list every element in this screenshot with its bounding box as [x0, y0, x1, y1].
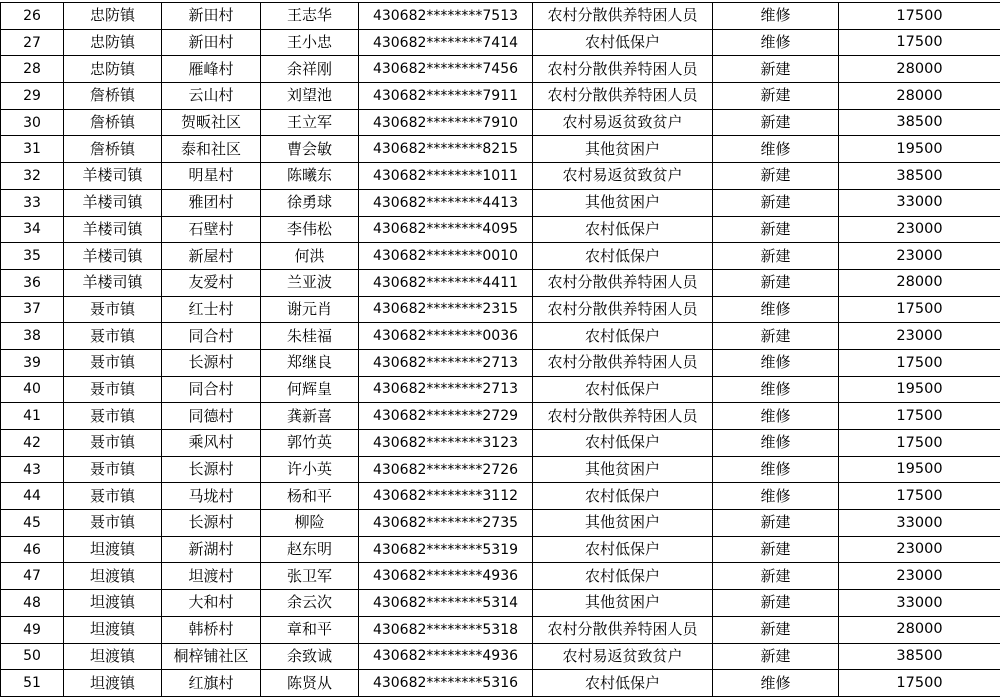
name-cell: 陈贤从: [261, 670, 359, 697]
id-number-cell: 430682********2713: [359, 349, 533, 376]
category-cell: 农村低保户: [533, 536, 713, 563]
category-cell: 农村低保户: [533, 323, 713, 350]
village-cell: 马垅村: [162, 483, 261, 510]
id-number-cell: 430682********5318: [359, 616, 533, 643]
subsidy-amount-cell: 28000: [839, 269, 1000, 296]
village-cell: 红旗村: [162, 670, 261, 697]
town-cell: 詹桥镇: [64, 83, 162, 110]
village-cell: 长源村: [162, 510, 261, 537]
category-cell: 农村低保户: [533, 243, 713, 270]
table-body: [1, 3, 1000, 697]
name-cell: 余祥刚: [261, 56, 359, 83]
project-type-cell: 新建: [713, 536, 839, 563]
name-cell: 余云次: [261, 590, 359, 617]
id-number-cell: 430682********4411: [359, 269, 533, 296]
village-cell: 桐梓铺社区: [162, 643, 261, 670]
table-row: [1, 243, 1000, 270]
row-number-cell: 42: [1, 430, 64, 457]
id-number-cell: 430682********0010: [359, 243, 533, 270]
subsidy-amount-cell: 28000: [839, 56, 1000, 83]
row-number-cell: 50: [1, 643, 64, 670]
category-cell: 农村分散供养特困人员: [533, 616, 713, 643]
id-number-cell: 430682********8215: [359, 136, 533, 163]
id-number-cell: 430682********5314: [359, 590, 533, 617]
category-cell: 农村分散供养特困人员: [533, 296, 713, 323]
project-type-cell: 维修: [713, 670, 839, 697]
row-number-cell: 40: [1, 376, 64, 403]
category-cell: 农村易返贫致贫户: [533, 643, 713, 670]
table-row: [1, 536, 1000, 563]
category-cell: 农村分散供养特困人员: [533, 3, 713, 30]
row-number-cell: 48: [1, 590, 64, 617]
row-number-cell: 31: [1, 136, 64, 163]
village-cell: 新田村: [162, 29, 261, 56]
town-cell: 坦渡镇: [64, 563, 162, 590]
project-type-cell: 维修: [713, 403, 839, 430]
project-type-cell: 维修: [713, 349, 839, 376]
table-row: [1, 430, 1000, 457]
name-cell: 曹会敏: [261, 136, 359, 163]
village-cell: 友爱村: [162, 269, 261, 296]
subsidy-amount-cell: 17500: [839, 29, 1000, 56]
subsidy-amount-cell: 17500: [839, 3, 1000, 30]
row-number-cell: 47: [1, 563, 64, 590]
subsidy-amount-cell: 23000: [839, 243, 1000, 270]
category-cell: 农村低保户: [533, 483, 713, 510]
table-row: [1, 29, 1000, 56]
village-cell: 坦渡村: [162, 563, 261, 590]
id-number-cell: 430682********4413: [359, 189, 533, 216]
table-row: [1, 296, 1000, 323]
project-type-cell: 新建: [713, 323, 839, 350]
town-cell: 聂市镇: [64, 483, 162, 510]
project-type-cell: 维修: [713, 3, 839, 30]
row-number-cell: 51: [1, 670, 64, 697]
project-type-cell: 新建: [713, 109, 839, 136]
town-cell: 聂市镇: [64, 349, 162, 376]
name-cell: 陈曦东: [261, 163, 359, 190]
id-number-cell: 430682********4095: [359, 216, 533, 243]
name-cell: 王立军: [261, 109, 359, 136]
name-cell: 何洪: [261, 243, 359, 270]
table-row: [1, 483, 1000, 510]
project-type-cell: 新建: [713, 643, 839, 670]
row-number-cell: 35: [1, 243, 64, 270]
town-cell: 羊楼司镇: [64, 269, 162, 296]
town-cell: 聂市镇: [64, 376, 162, 403]
subsidy-amount-cell: 28000: [839, 616, 1000, 643]
id-number-cell: 430682********3123: [359, 430, 533, 457]
table-row: [1, 323, 1000, 350]
village-cell: 明星村: [162, 163, 261, 190]
table-row: [1, 216, 1000, 243]
table-row: [1, 456, 1000, 483]
village-cell: 长源村: [162, 456, 261, 483]
village-cell: 新湖村: [162, 536, 261, 563]
name-cell: 刘望池: [261, 83, 359, 110]
village-cell: 同合村: [162, 323, 261, 350]
subsidy-amount-cell: 17500: [839, 403, 1000, 430]
project-type-cell: 新建: [713, 83, 839, 110]
id-number-cell: 430682********5319: [359, 536, 533, 563]
name-cell: 龚新喜: [261, 403, 359, 430]
category-cell: 其他贫困户: [533, 136, 713, 163]
table-row: [1, 56, 1000, 83]
name-cell: 柳险: [261, 510, 359, 537]
project-type-cell: 新建: [713, 590, 839, 617]
town-cell: 坦渡镇: [64, 616, 162, 643]
town-cell: 羊楼司镇: [64, 163, 162, 190]
project-type-cell: 维修: [713, 296, 839, 323]
row-number-cell: 39: [1, 349, 64, 376]
id-number-cell: 430682********7414: [359, 29, 533, 56]
category-cell: 其他贫困户: [533, 456, 713, 483]
village-cell: 石壁村: [162, 216, 261, 243]
category-cell: 农村分散供养特困人员: [533, 56, 713, 83]
village-cell: 雅团村: [162, 189, 261, 216]
town-cell: 忠防镇: [64, 29, 162, 56]
subsidy-amount-cell: 17500: [839, 430, 1000, 457]
village-cell: 同合村: [162, 376, 261, 403]
subsidy-amount-cell: 17500: [839, 670, 1000, 697]
village-cell: 泰和社区: [162, 136, 261, 163]
project-type-cell: 维修: [713, 376, 839, 403]
row-number-cell: 41: [1, 403, 64, 430]
town-cell: 忠防镇: [64, 3, 162, 30]
table-row: [1, 590, 1000, 617]
id-number-cell: 430682********1011: [359, 163, 533, 190]
project-type-cell: 新建: [713, 189, 839, 216]
subsidy-amount-cell: 17500: [839, 349, 1000, 376]
row-number-cell: 46: [1, 536, 64, 563]
row-number-cell: 38: [1, 323, 64, 350]
category-cell: 农村低保户: [533, 376, 713, 403]
row-number-cell: 34: [1, 216, 64, 243]
town-cell: 詹桥镇: [64, 136, 162, 163]
subsidy-amount-cell: 19500: [839, 456, 1000, 483]
subsidy-amount-cell: 23000: [839, 216, 1000, 243]
village-cell: 韩桥村: [162, 616, 261, 643]
name-cell: 何辉皇: [261, 376, 359, 403]
village-cell: 乘风村: [162, 430, 261, 457]
table-row: [1, 643, 1000, 670]
town-cell: 坦渡镇: [64, 536, 162, 563]
row-number-cell: 30: [1, 109, 64, 136]
name-cell: 郑继良: [261, 349, 359, 376]
project-type-cell: 新建: [713, 616, 839, 643]
table-row: [1, 3, 1000, 30]
row-number-cell: 44: [1, 483, 64, 510]
subsidy-amount-cell: 23000: [839, 323, 1000, 350]
name-cell: 郭竹英: [261, 430, 359, 457]
category-cell: 其他贫困户: [533, 590, 713, 617]
town-cell: 坦渡镇: [64, 590, 162, 617]
subsidy-amount-cell: 33000: [839, 510, 1000, 537]
id-number-cell: 430682********7513: [359, 3, 533, 30]
subsidy-amount-cell: 23000: [839, 563, 1000, 590]
town-cell: 聂市镇: [64, 403, 162, 430]
project-type-cell: 新建: [713, 563, 839, 590]
id-number-cell: 430682********2729: [359, 403, 533, 430]
project-type-cell: 新建: [713, 243, 839, 270]
table-row: [1, 670, 1000, 697]
row-number-cell: 36: [1, 269, 64, 296]
id-number-cell: 430682********2315: [359, 296, 533, 323]
town-cell: 羊楼司镇: [64, 243, 162, 270]
id-number-cell: 430682********3112: [359, 483, 533, 510]
name-cell: 李伟松: [261, 216, 359, 243]
table-row: [1, 376, 1000, 403]
project-type-cell: 维修: [713, 483, 839, 510]
name-cell: 余致诚: [261, 643, 359, 670]
name-cell: 朱桂福: [261, 323, 359, 350]
subsidy-amount-cell: 38500: [839, 163, 1000, 190]
village-cell: 雁峰村: [162, 56, 261, 83]
category-cell: 农村低保户: [533, 563, 713, 590]
subsidy-amount-cell: 38500: [839, 643, 1000, 670]
row-number-cell: 37: [1, 296, 64, 323]
id-number-cell: 430682********2735: [359, 510, 533, 537]
table-row: [1, 403, 1000, 430]
subsidy-amount-cell: 33000: [839, 189, 1000, 216]
town-cell: 羊楼司镇: [64, 189, 162, 216]
subsidy-amount-cell: 28000: [839, 83, 1000, 110]
name-cell: 王志华: [261, 3, 359, 30]
row-number-cell: 32: [1, 163, 64, 190]
village-cell: 新屋村: [162, 243, 261, 270]
beneficiary-table: [0, 2, 1000, 697]
id-number-cell: 430682********4936: [359, 643, 533, 670]
row-number-cell: 45: [1, 510, 64, 537]
village-cell: 同德村: [162, 403, 261, 430]
table-row: [1, 563, 1000, 590]
row-number-cell: 43: [1, 456, 64, 483]
category-cell: 农村分散供养特困人员: [533, 269, 713, 296]
project-type-cell: 新建: [713, 163, 839, 190]
town-cell: 坦渡镇: [64, 670, 162, 697]
id-number-cell: 430682********7456: [359, 56, 533, 83]
table-row: [1, 136, 1000, 163]
table-row: [1, 83, 1000, 110]
name-cell: 赵东明: [261, 536, 359, 563]
table-row: [1, 163, 1000, 190]
town-cell: 聂市镇: [64, 456, 162, 483]
town-cell: 坦渡镇: [64, 643, 162, 670]
table-row: [1, 349, 1000, 376]
category-cell: 农村低保户: [533, 670, 713, 697]
project-type-cell: 维修: [713, 456, 839, 483]
subsidy-amount-cell: 19500: [839, 136, 1000, 163]
category-cell: 农村低保户: [533, 29, 713, 56]
id-number-cell: 430682********7911: [359, 83, 533, 110]
table-row: [1, 269, 1000, 296]
project-type-cell: 新建: [713, 216, 839, 243]
village-cell: 红士村: [162, 296, 261, 323]
subsidy-amount-cell: 17500: [839, 296, 1000, 323]
town-cell: 忠防镇: [64, 56, 162, 83]
category-cell: 其他贫困户: [533, 510, 713, 537]
name-cell: 许小英: [261, 456, 359, 483]
id-number-cell: 430682********4936: [359, 563, 533, 590]
town-cell: 羊楼司镇: [64, 216, 162, 243]
name-cell: 兰亚波: [261, 269, 359, 296]
id-number-cell: 430682********2713: [359, 376, 533, 403]
row-number-cell: 27: [1, 29, 64, 56]
id-number-cell: 430682********7910: [359, 109, 533, 136]
table-row: [1, 109, 1000, 136]
village-cell: 新田村: [162, 3, 261, 30]
village-cell: 长源村: [162, 349, 261, 376]
category-cell: 农村低保户: [533, 430, 713, 457]
project-type-cell: 新建: [713, 56, 839, 83]
name-cell: 徐勇球: [261, 189, 359, 216]
town-cell: 詹桥镇: [64, 109, 162, 136]
subsidy-amount-cell: 33000: [839, 590, 1000, 617]
subsidy-amount-cell: 38500: [839, 109, 1000, 136]
name-cell: 章和平: [261, 616, 359, 643]
subsidy-amount-cell: 17500: [839, 483, 1000, 510]
row-number-cell: 26: [1, 3, 64, 30]
project-type-cell: 新建: [713, 269, 839, 296]
row-number-cell: 33: [1, 189, 64, 216]
id-number-cell: 430682********0036: [359, 323, 533, 350]
name-cell: 杨和平: [261, 483, 359, 510]
id-number-cell: 430682********2726: [359, 456, 533, 483]
table-row: [1, 616, 1000, 643]
row-number-cell: 29: [1, 83, 64, 110]
category-cell: 农村分散供养特困人员: [533, 83, 713, 110]
village-cell: 云山村: [162, 83, 261, 110]
subsidy-amount-cell: 19500: [839, 376, 1000, 403]
town-cell: 聂市镇: [64, 510, 162, 537]
project-type-cell: 新建: [713, 510, 839, 537]
subsidy-amount-cell: 23000: [839, 536, 1000, 563]
row-number-cell: 49: [1, 616, 64, 643]
category-cell: 农村分散供养特困人员: [533, 349, 713, 376]
village-cell: 大和村: [162, 590, 261, 617]
town-cell: 聂市镇: [64, 296, 162, 323]
village-cell: 贺畈社区: [162, 109, 261, 136]
project-type-cell: 维修: [713, 136, 839, 163]
name-cell: 王小忠: [261, 29, 359, 56]
name-cell: 张卫军: [261, 563, 359, 590]
project-type-cell: 维修: [713, 29, 839, 56]
town-cell: 聂市镇: [64, 323, 162, 350]
town-cell: 聂市镇: [64, 430, 162, 457]
category-cell: 农村易返贫致贫户: [533, 109, 713, 136]
project-type-cell: 维修: [713, 430, 839, 457]
row-number-cell: 28: [1, 56, 64, 83]
category-cell: 农村易返贫致贫户: [533, 163, 713, 190]
table-row: [1, 189, 1000, 216]
name-cell: 谢元肖: [261, 296, 359, 323]
table-row: [1, 510, 1000, 537]
category-cell: 农村分散供养特困人员: [533, 403, 713, 430]
category-cell: 农村低保户: [533, 216, 713, 243]
id-number-cell: 430682********5316: [359, 670, 533, 697]
category-cell: 其他贫困户: [533, 189, 713, 216]
